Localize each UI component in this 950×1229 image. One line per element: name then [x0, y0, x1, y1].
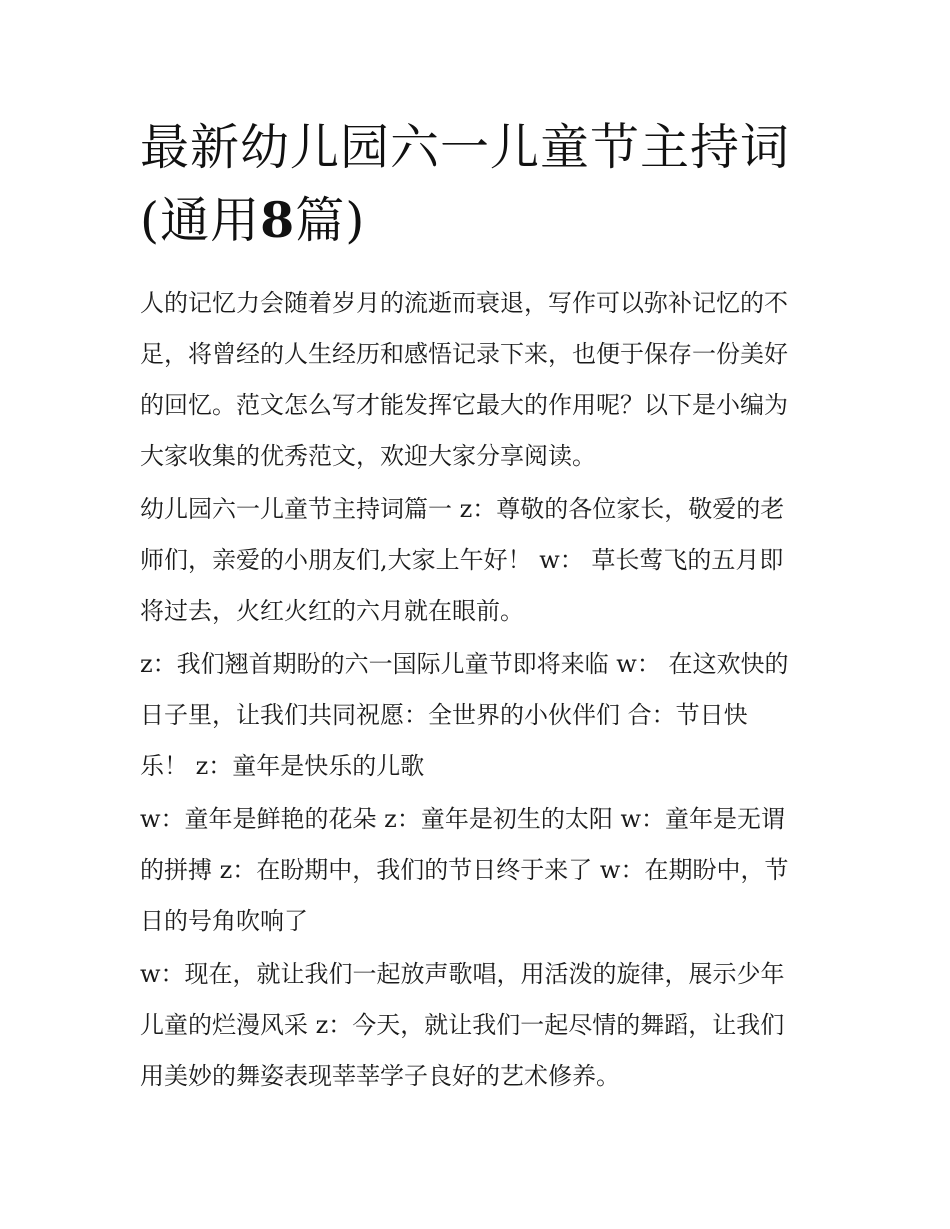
- text-line: 用美妙的舞姿表现莘莘学子良好的艺术修养。: [140, 1062, 620, 1090]
- text-line: 人的记忆力会随着岁月的流逝而衰退，写作可以弥补记忆的不: [140, 289, 788, 317]
- paragraph-performance: [140, 949, 820, 1102]
- document-body: [140, 278, 820, 1104]
- text-line: 儿童的烂漫风采 z：今天，就让我们一起尽情的舞蹈，让我们: [140, 1011, 785, 1039]
- text-line: 日的号角吹响了: [140, 907, 308, 935]
- title-line-2: [140, 184, 820, 257]
- title-prefix: (通用: [140, 192, 261, 249]
- text-line: 乐！ z：童年是快乐的儿歌: [140, 752, 425, 780]
- title-number: 8: [260, 191, 296, 249]
- paragraph-childhood: [140, 794, 820, 947]
- text-line: 足，将曾经的人生经历和感悟记录下来，也便于保存一份美好: [140, 340, 788, 368]
- text-line: w：现在，就让我们一起放声歌唱，用活泼的旋律，展示少年: [140, 960, 785, 988]
- paragraph-festival: [140, 639, 820, 792]
- text-line: 师们，亲爱的小朋友们,大家上午好！ w： 草长莺飞的五月即: [140, 546, 784, 574]
- page-title: [140, 112, 820, 257]
- text-line: z：我们翘首期盼的六一国际儿童节即将来临 w： 在这欢快的: [140, 650, 789, 678]
- text-line: 将过去，火红火红的六月就在眼前。: [140, 597, 524, 625]
- text-line: w：童年是鲜艳的花朵 z：童年是初生的太阳 w：童年是无谓: [140, 805, 785, 833]
- title-suffix: 篇): [295, 192, 366, 249]
- title-line-1: 最新幼儿园六一儿童节主持词: [140, 119, 791, 176]
- text-line: 的拼搏 z：在盼期中，我们的节日终于来了 w：在期盼中，节: [140, 856, 789, 884]
- paragraph-opening: [140, 484, 820, 637]
- paragraph-intro: [140, 278, 820, 482]
- text-line: 幼儿园六一儿童节主持词篇一 z：尊敬的各位家长，敬爱的老: [140, 495, 785, 523]
- text-line: 的回忆。范文怎么写才能发挥它最大的作用呢？以下是小编为: [140, 391, 788, 419]
- text-line: 日子里，让我们共同祝愿：全世界的小伙伴们 合：节日快: [140, 701, 748, 729]
- text-line: 大家收集的优秀范文，欢迎大家分享阅读。: [140, 442, 596, 470]
